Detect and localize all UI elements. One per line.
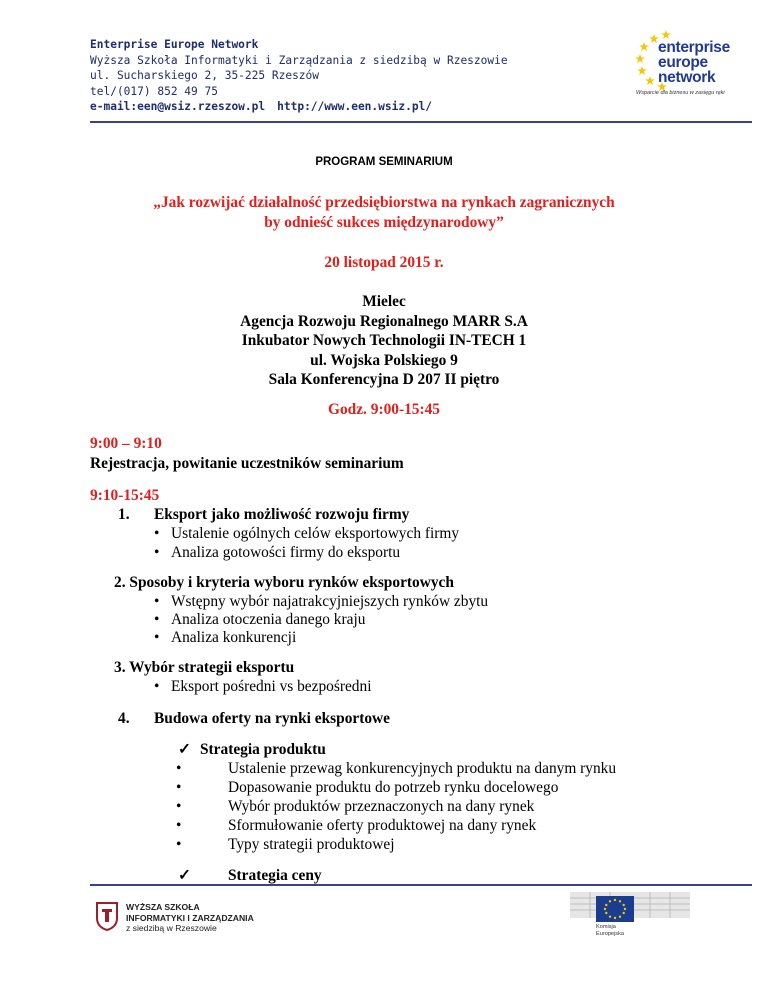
bullet-icon: • [154,629,160,646]
wsiz-crest-icon [94,900,120,932]
org-name: Enterprise Europe Network [90,38,259,51]
een-logo [632,26,730,104]
list-item: • Dopasowanie produktu do potrzeb rynku docelowego [176,779,559,796]
logo-wordmark: enterprise europe network [658,39,730,86]
letterhead [90,37,508,115]
eu-commission-logo [570,886,690,940]
website-link[interactable]: http://www.een.wsiz.pl/ [277,100,433,114]
strategy-product-heading: ✓ Strategia produktu [178,741,326,758]
bullet-icon: • [176,817,182,834]
bullet-icon: • [154,593,160,610]
list-item: • Wybór produktów przeznaczonych na dany rynek [176,798,535,815]
section-1-title: Eksport jako możliwość rozwoju firmy [154,506,410,523]
list-item: • Analiza konkurencji [154,629,297,646]
seminar-subtitle: „Jak rozwijać działalność przedsiębiorstwa na rynkach zagranicznych by odnieść sukces międzynarodowy” [153,194,615,231]
strategy-price-heading: ✓ Strategia ceny [178,867,322,884]
list-item: • Ustalenie ogólnych celów eksportowych firmy [154,525,460,542]
list-item: • Eksport pośredni vs bezpośredni [154,678,372,695]
venue-room: Sala Konferencyjna D 207 II piętro [268,371,500,388]
list-item: • Wstępny wybór najatrakcyjniejszych rynków zbytu [154,593,489,610]
bullet-icon: • [176,779,182,796]
contact-line [90,99,508,115]
berlaymont-building-icon [570,886,690,926]
eu-caption-line2: Europejska [596,931,624,937]
list-item: • Sformułowanie oferty produktowej na dany rynek [176,817,537,834]
wsiz-name-line2: INFORMATYKI I ZARZĄDZANIA [126,912,254,923]
logo-tagline: Wsparcie dla biznesu w zasięgu ręki [636,90,725,96]
wsiz-logo [94,900,264,936]
venue-block [0,292,768,390]
list-item: • Typy strategii produktowej [176,836,395,853]
slot1-time: 9:00 – 9:10 [90,435,162,452]
venue-city: Mielec [362,293,406,310]
section-4-number: 4. [118,710,130,727]
email-link[interactable]: e-mail:een@wsiz.rzeszow.pl [90,100,266,114]
checkmark-icon: ✓ [178,741,191,758]
page-title: PROGRAM SEMINARIUM [315,156,453,168]
section-3-heading: 3. Wybór strategii eksportu [114,659,295,676]
list-item: • Ustalenie przewag konkurencyjnych produktu na danym rynku [176,760,617,777]
address-line: ul. Sucharskiego 2, 35-225 Rzeszów [90,69,320,83]
wsiz-name-line3: z siedzibą w Rzeszowie [126,923,217,933]
wsiz-name-line1: WYŻSZA SZKOŁA [126,902,200,912]
eu-caption-line1: Komisja [596,924,616,930]
seminar-date: 20 listopad 2015 r. [324,254,444,271]
list-item: • Analiza otoczenia danego kraju [154,611,366,628]
slot2-time: 9:10-15:45 [90,487,160,504]
section-4-title: Budowa oferty na rynki eksportowe [154,710,390,727]
checkmark-icon: ✓ [178,867,191,884]
list-item: • Analiza gotowości firmy do eksportu [154,544,401,561]
bullet-icon: • [154,525,160,542]
bullet-icon: • [154,544,160,561]
section-2-heading: 2. Sposoby i kryteria wyboru rynków eksportowych [114,574,454,591]
venue-street: ul. Wojska Polskiego 9 [310,351,458,369]
header-rule [90,121,752,123]
bullet-icon: • [154,611,160,628]
bullet-icon: • [176,836,182,853]
section-1-number: 1. [118,506,130,523]
bullet-icon: • [176,798,182,815]
venue-incubator: Inkubator Nowych Technologii IN-TECH 1 [241,332,527,349]
venue-agency: Agencja Rozwoju Regionalnego MARR S.A [240,312,528,330]
phone-line: tel/(017) 852 49 75 [90,84,218,98]
seminar-hours: Godz. 9:00-15:45 [328,401,440,418]
slot1-text: Rejestracja, powitanie uczestników seminarium [90,455,404,472]
bullet-icon: • [154,678,160,695]
institution-line: Wyższa Szkoła Informatyki i Zarządzania z siedzibą w Rzeszowie [90,53,508,67]
bullet-icon: • [176,760,182,777]
